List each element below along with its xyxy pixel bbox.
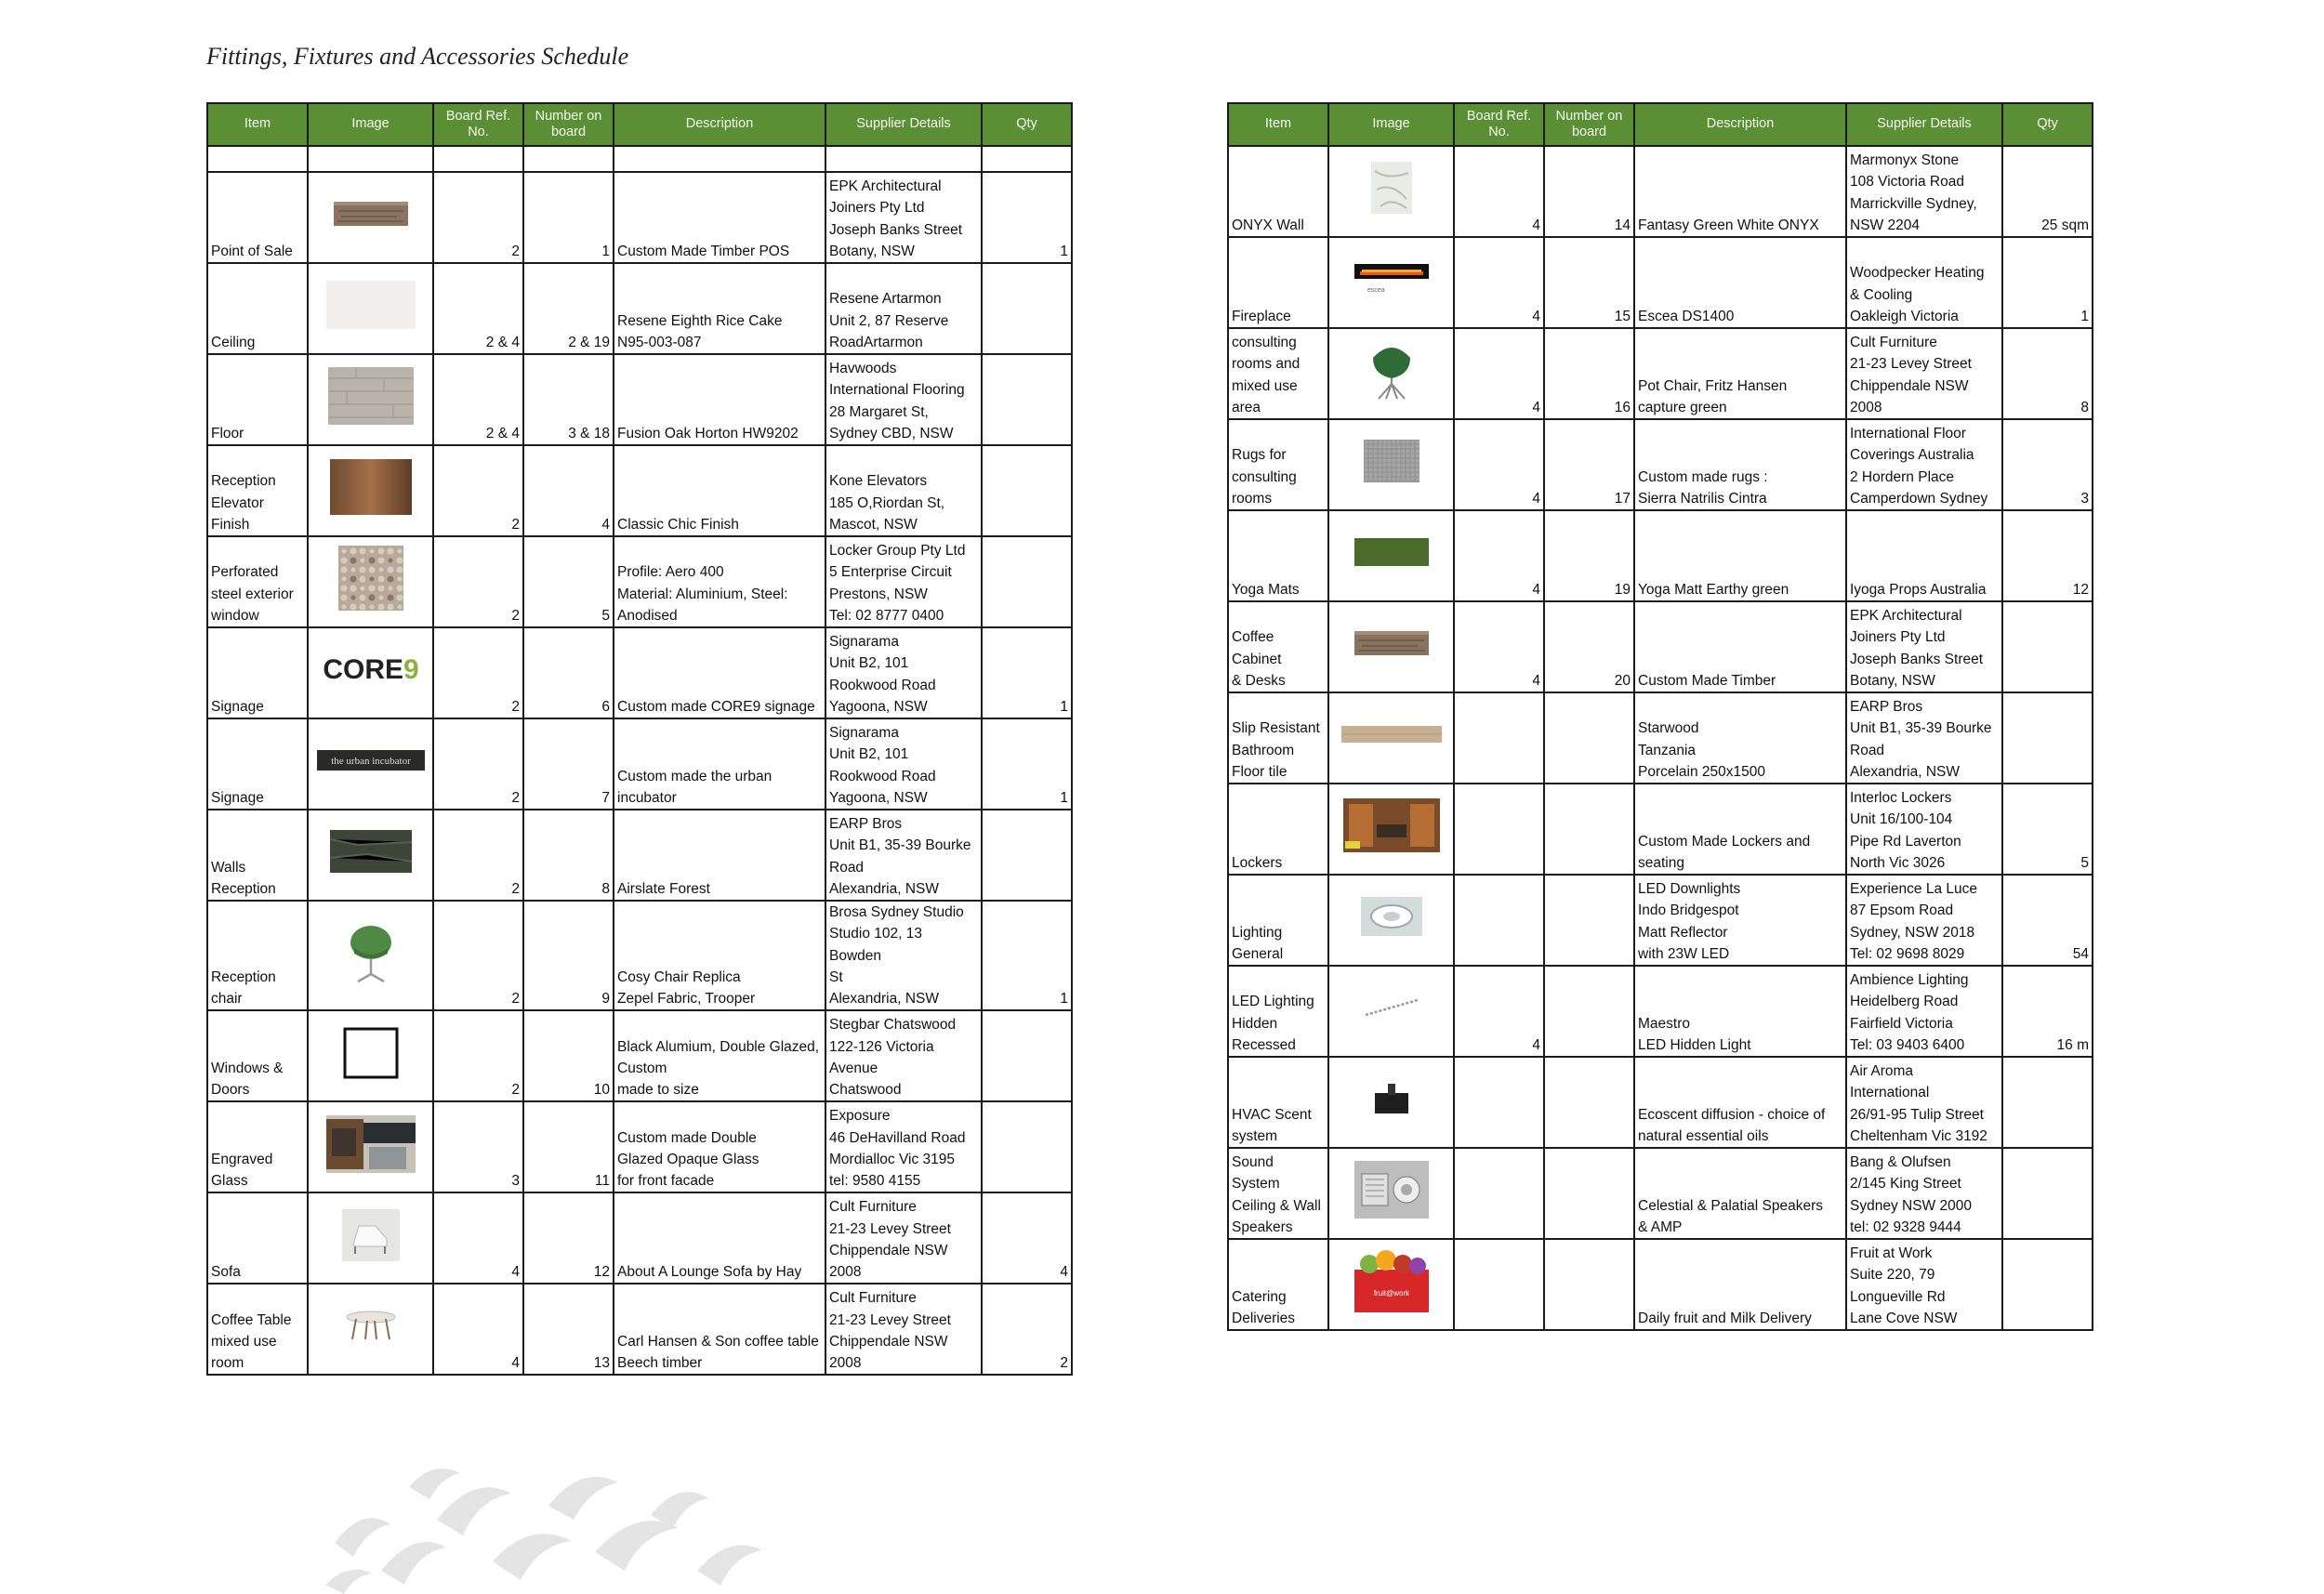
number-on-board-cell: 17 <box>1544 419 1634 510</box>
col-header-item: Item <box>1228 103 1328 146</box>
image-cell <box>1328 601 1454 692</box>
supplier-cell: Experience La Luce 87 Epsom Road Sydney, NSW 2018 Tel: 02 9698 8029 <box>1846 875 2002 966</box>
window-frame-image <box>343 1027 399 1086</box>
item-cell: consulting rooms and mixed use area <box>1228 328 1328 419</box>
item-cell: Catering Deliveries <box>1228 1239 1328 1330</box>
image-cell <box>308 718 433 810</box>
description-cell: Celestial & Palatial Speakers & AMP <box>1634 1148 1846 1239</box>
description-cell: Custom made CORE9 signage <box>614 627 825 718</box>
table-row <box>207 810 1072 901</box>
supplier-cell: Iyoga Props Australia <box>1846 510 2002 601</box>
supplier-cell: International Floor Coverings Australia 2 Hordern Place Camperdown Sydney <box>1846 419 2002 510</box>
description-cell: Cosy Chair Replica Zepel Fabric, Trooper <box>614 901 825 1010</box>
floor-tile-image <box>1341 726 1442 749</box>
supplier-cell: EPK Architectural Joiners Pty Ltd Joseph Banks Street Botany, NSW <box>825 172 982 263</box>
board-ref-cell: 4 <box>1454 146 1544 237</box>
oak-floor-image <box>328 367 414 431</box>
supplier-cell: Air Aroma International 26/91-95 Tulip Street Cheltenham Vic 3192 <box>1846 1057 2002 1148</box>
white-swatch-image <box>326 281 416 336</box>
table-row <box>207 1010 1072 1101</box>
qty-cell <box>2002 1148 2093 1239</box>
table-row <box>1228 1148 2093 1239</box>
supplier-cell: Interloc Lockers Unit 16/100-104 Pipe Rd Laverton North Vic 3026 <box>1846 784 2002 875</box>
image-cell <box>1328 328 1454 419</box>
description-cell: Maestro LED Hidden Light <box>1634 966 1846 1057</box>
supplier-cell: Brosa Sydney Studio Studio 102, 13 Bowden St Alexandria, NSW <box>825 901 982 1010</box>
qty-cell <box>2002 601 2093 692</box>
qty-cell <box>982 1010 1072 1101</box>
board-ref-cell: 4 <box>1454 328 1544 419</box>
image-cell <box>308 1101 433 1192</box>
board-ref-cell: 4 <box>1454 601 1544 692</box>
board-ref-cell: 2 <box>433 445 523 536</box>
description-cell: Custom Made Timber <box>1634 601 1846 692</box>
number-on-board-cell: 11 <box>523 1101 614 1192</box>
board-ref-cell: 2 & 4 <box>433 263 523 354</box>
image-cell <box>308 627 433 718</box>
description-cell: Escea DS1400 <box>1634 237 1846 328</box>
supplier-cell: Cult Furniture 21-23 Levey Street Chippendale NSW 2008 <box>1846 328 2002 419</box>
number-on-board-cell: 15 <box>1544 237 1634 328</box>
board-ref-cell: 2 <box>433 627 523 718</box>
schedule-table-right <box>1227 102 2093 1331</box>
item-cell: Signage <box>207 718 308 810</box>
image-cell <box>308 901 433 1010</box>
description-cell: Custom Made Timber POS <box>614 172 825 263</box>
lockers-photo-image <box>1343 798 1440 859</box>
image-cell <box>308 354 433 445</box>
number-on-board-cell: 2 & 19 <box>523 263 614 354</box>
description-cell: Custom Made Lockers and seating <box>1634 784 1846 875</box>
number-on-board-cell: 6 <box>523 627 614 718</box>
item-cell: Point of Sale <box>207 172 308 263</box>
number-on-board-cell: 5 <box>523 536 614 627</box>
number-on-board-cell <box>1544 875 1634 966</box>
col-header-image: Image <box>308 103 433 146</box>
description-cell: Custom made rugs : Sierra Natrilis Cintra <box>1634 419 1846 510</box>
image-cell <box>1328 419 1454 510</box>
board-ref-cell <box>1454 1239 1544 1330</box>
svg-text:CORE9: CORE9 <box>322 654 419 686</box>
qty-cell: 1 <box>982 901 1072 1010</box>
table-row <box>1228 1057 2093 1148</box>
item-cell: HVAC Scent system <box>1228 1057 1328 1148</box>
board-ref-cell: 2 <box>433 536 523 627</box>
table-row <box>1228 146 2093 237</box>
table-row <box>207 1101 1072 1192</box>
qty-cell <box>982 263 1072 354</box>
core9-logo <box>320 651 422 694</box>
table-row <box>1228 510 2093 601</box>
item-cell: Rugs for consulting rooms <box>1228 419 1328 510</box>
table-row <box>207 627 1072 718</box>
description-cell: About A Lounge Sofa by Hay <box>614 1192 825 1284</box>
qty-cell: 1 <box>982 172 1072 263</box>
supplier-cell: Stegbar Chatswood 122-126 Victoria Avenue Chatswood <box>825 1010 982 1101</box>
item-cell: ONYX Wall <box>1228 146 1328 237</box>
image-cell <box>1328 146 1454 237</box>
qty-cell: 1 <box>982 718 1072 810</box>
table-row <box>1228 328 2093 419</box>
schedule-table-left <box>206 102 1073 1376</box>
item-cell: Lighting General <box>1228 875 1328 966</box>
image-cell <box>308 1284 433 1375</box>
board-ref-cell <box>1454 1057 1544 1148</box>
supplier-cell: Resene Artarmon Unit 2, 87 Reserve RoadArtarmon <box>825 263 982 354</box>
board-ref-cell: 4 <box>1454 510 1544 601</box>
speakers-image <box>1354 1161 1429 1225</box>
board-ref-cell: 2 <box>433 1010 523 1101</box>
perforated-steel-image <box>338 546 403 617</box>
col-header-image: Image <box>1328 103 1454 146</box>
qty-cell: 1 <box>982 627 1072 718</box>
image-cell <box>1328 784 1454 875</box>
image-cell <box>308 1192 433 1284</box>
number-on-board-cell: 3 & 18 <box>523 354 614 445</box>
fireplace-image <box>1349 260 1434 304</box>
qty-cell: 16 m <box>2002 966 2093 1057</box>
supplier-cell: Signarama Unit B2, 101 Rookwood Road Yagoona, NSW <box>825 718 982 810</box>
image-cell <box>1328 510 1454 601</box>
number-on-board-cell: 10 <box>523 1010 614 1101</box>
item-cell: Windows & Doors <box>207 1010 308 1101</box>
scent-diffuser-image <box>1371 1080 1412 1124</box>
image-cell <box>1328 966 1454 1057</box>
image-cell <box>1328 1239 1454 1330</box>
supplier-cell: EARP Bros Unit B1, 35-39 Bourke Road Alexandria, NSW <box>1846 692 2002 784</box>
supplier-cell: Exposure 46 DeHavilland Road Mordialloc Vic 3195 tel: 9580 4155 <box>825 1101 982 1192</box>
qty-cell <box>2002 692 2093 784</box>
number-on-board-cell: 13 <box>523 1284 614 1375</box>
col-header-description: Description <box>1634 103 1846 146</box>
item-cell: Fireplace <box>1228 237 1328 328</box>
airslate-forest-image <box>330 830 412 879</box>
number-on-board-cell: 20 <box>1544 601 1634 692</box>
number-on-board-cell <box>1544 1239 1634 1330</box>
image-cell <box>1328 692 1454 784</box>
qty-cell <box>2002 1239 2093 1330</box>
description-cell: Daily fruit and Milk Delivery <box>1634 1239 1846 1330</box>
item-cell: Ceiling <box>207 263 308 354</box>
number-on-board-cell: 1 <box>523 172 614 263</box>
board-ref-cell: 2 <box>433 718 523 810</box>
number-on-board-cell: 19 <box>1544 510 1634 601</box>
board-ref-cell <box>1454 875 1544 966</box>
image-cell <box>1328 875 1454 966</box>
col-header-board-ref: Board Ref. No. <box>433 103 523 146</box>
table-row <box>1228 875 2093 966</box>
number-on-board-cell <box>1544 784 1634 875</box>
timber-block-image <box>1354 627 1429 665</box>
description-cell: Pot Chair, Fritz Hansen capture green <box>1634 328 1846 419</box>
board-ref-cell: 4 <box>433 1192 523 1284</box>
supplier-cell: Cult Furniture 21-23 Levey Street Chippendale NSW 2008 <box>825 1192 982 1284</box>
supplier-cell: EARP Bros Unit B1, 35-39 Bourke Road Alexandria, NSW <box>825 810 982 901</box>
image-cell <box>1328 1148 1454 1239</box>
col-header-number: Number on board <box>1544 103 1634 146</box>
description-cell: Airslate Forest <box>614 810 825 901</box>
grey-rug-image <box>1364 440 1419 489</box>
table-row <box>1228 237 2093 328</box>
item-cell: Coffee Cabinet & Desks <box>1228 601 1328 692</box>
qty-cell: 1 <box>2002 237 2093 328</box>
svg-text:fruit@work: fruit@work <box>1373 1289 1409 1298</box>
supplier-cell: Kone Elevators 185 O,Riordan St, Mascot, NSW <box>825 445 982 536</box>
description-cell: Carl Hansen & Son coffee table Beech timber <box>614 1284 825 1375</box>
description-cell: Starwood Tanzania Porcelain 250x1500 <box>1634 692 1846 784</box>
green-pot-chair-image <box>1366 339 1418 407</box>
supplier-cell: Cult Furniture 21-23 Levey Street Chippendale NSW 2008 <box>825 1284 982 1375</box>
supplier-cell: Bang & Olufsen 2/145 King Street Sydney NSW 2000 tel: 02 9328 9444 <box>1846 1148 2002 1239</box>
timber-block-image <box>334 198 408 236</box>
item-cell: Floor <box>207 354 308 445</box>
green-swan-chair-image <box>343 920 399 992</box>
table-row <box>207 263 1072 354</box>
supplier-cell: Havwoods International Flooring 28 Margaret St, Sydney CBD, NSW <box>825 354 982 445</box>
board-ref-cell: 4 <box>1454 237 1544 328</box>
qty-cell <box>982 810 1072 901</box>
page-title: Fittings, Fixtures and Accessories Schedule <box>206 43 629 70</box>
board-ref-cell: 2 <box>433 901 523 1010</box>
col-header-supplier: Supplier Details <box>825 103 982 146</box>
table-row <box>207 718 1072 810</box>
number-on-board-cell: 8 <box>523 810 614 901</box>
number-on-board-cell <box>1544 1057 1634 1148</box>
board-ref-cell <box>1454 692 1544 784</box>
led-strip-image <box>1364 996 1419 1025</box>
item-cell: Engraved Glass <box>207 1101 308 1192</box>
image-cell <box>308 172 433 263</box>
table-row <box>1228 784 2093 875</box>
number-on-board-cell: 14 <box>1544 146 1634 237</box>
description-cell: Profile: Aero 400 Material: Aluminium, Steel: Anodised <box>614 536 825 627</box>
image-cell <box>1328 237 1454 328</box>
item-cell: LED Lighting Hidden Recessed <box>1228 966 1328 1057</box>
number-on-board-cell <box>1544 1148 1634 1239</box>
table-row <box>1228 419 2093 510</box>
item-cell: Coffee Table mixed use room <box>207 1284 308 1375</box>
col-header-item: Item <box>207 103 308 146</box>
number-on-board-cell: 16 <box>1544 328 1634 419</box>
description-cell: Custom made Double Glazed Opaque Glass for front facade <box>614 1101 825 1192</box>
col-header-board-ref: Board Ref. No. <box>1454 103 1544 146</box>
description-cell: Fusion Oak Horton HW9202 <box>614 354 825 445</box>
yoga-mat-image <box>1354 538 1429 573</box>
board-ref-cell: 2 <box>433 810 523 901</box>
supplier-cell: Signarama Unit B2, 101 Rookwood Road Yagoona, NSW <box>825 627 982 718</box>
supplier-cell: Locker Group Pty Ltd 5 Enterprise Circuit Prestons, NSW Tel: 02 8777 0400 <box>825 536 982 627</box>
description-cell: Custom made the urban incubator <box>614 718 825 810</box>
table-row <box>207 1284 1072 1375</box>
svg-text:the urban incubator: the urban incubator <box>330 756 411 768</box>
svg-text:escea: escea <box>1367 287 1385 295</box>
qty-cell: 3 <box>2002 419 2093 510</box>
description-cell: Classic Chic Finish <box>614 445 825 536</box>
col-header-number: Number on board <box>523 103 614 146</box>
supplier-cell: Ambience Lighting Heidelberg Road Fairfield Victoria Tel: 03 9403 6400 <box>1846 966 2002 1057</box>
qty-cell: 12 <box>2002 510 2093 601</box>
col-header-qty: Qty <box>982 103 1072 146</box>
qty-cell: 8 <box>2002 328 2093 419</box>
number-on-board-cell: 4 <box>523 445 614 536</box>
number-on-board-cell: 9 <box>523 901 614 1010</box>
item-cell: Sofa <box>207 1192 308 1284</box>
table-row <box>207 354 1072 445</box>
item-cell: Yoga Mats <box>1228 510 1328 601</box>
number-on-board-cell <box>1544 966 1634 1057</box>
table-row <box>207 536 1072 627</box>
table-row <box>1228 601 2093 692</box>
qty-cell: 25 sqm <box>2002 146 2093 237</box>
board-ref-cell: 4 <box>433 1284 523 1375</box>
coffee-table-image <box>343 1308 399 1351</box>
item-cell: Sound System Ceiling & Wall Speakers <box>1228 1148 1328 1239</box>
description-cell: Black Alumium, Double Glazed, Custom made to size <box>614 1010 825 1101</box>
table-row <box>1228 1239 2093 1330</box>
item-cell: Slip Resistant Bathroom Floor tile <box>1228 692 1328 784</box>
downlight-image <box>1361 897 1422 942</box>
number-on-board-cell: 12 <box>523 1192 614 1284</box>
supplier-cell: Fruit at Work Suite 220, 79 Longueville Rd Lane Cove NSW <box>1846 1239 2002 1330</box>
image-cell <box>308 263 433 354</box>
qty-cell <box>982 1101 1072 1192</box>
image-cell <box>308 536 433 627</box>
description-cell: Yoga Matt Earthy green <box>1634 510 1846 601</box>
fruit-box-image <box>1351 1247 1433 1321</box>
board-ref-cell <box>1454 784 1544 875</box>
item-cell: Reception Elevator Finish <box>207 445 308 536</box>
qty-cell: 54 <box>2002 875 2093 966</box>
bronze-finish-image <box>330 459 412 521</box>
description-cell: Resene Eighth Rice Cake N95-003-087 <box>614 263 825 354</box>
board-ref-cell <box>1454 1148 1544 1239</box>
birds-watermark-icon <box>316 1431 837 1594</box>
item-cell: Reception chair <box>207 901 308 1010</box>
onyx-stone-image <box>1371 162 1412 220</box>
image-cell <box>308 810 433 901</box>
qty-cell: 2 <box>982 1284 1072 1375</box>
table-row <box>1228 692 2093 784</box>
description-cell: LED Downlights Indo Bridgespot Matt Reflector with 23W LED <box>1634 875 1846 966</box>
image-cell <box>308 1010 433 1101</box>
board-ref-cell: 3 <box>433 1101 523 1192</box>
qty-cell <box>982 536 1072 627</box>
item-cell: Signage <box>207 627 308 718</box>
table-row <box>207 1192 1072 1284</box>
col-header-qty: Qty <box>2002 103 2093 146</box>
image-cell <box>308 445 433 536</box>
table-row <box>207 172 1072 263</box>
facade-photo-image <box>326 1115 416 1179</box>
item-cell: Walls Reception <box>207 810 308 901</box>
lounge-sofa-image <box>342 1209 400 1268</box>
description-cell: Ecoscent diffusion - choice of natural essential oils <box>1634 1057 1846 1148</box>
table-row <box>207 445 1072 536</box>
table-row <box>1228 966 2093 1057</box>
qty-cell <box>982 445 1072 536</box>
col-header-description: Description <box>614 103 825 146</box>
qty-cell <box>982 354 1072 445</box>
supplier-cell: EPK Architectural Joiners Pty Ltd Joseph Banks Street Botany, NSW <box>1846 601 2002 692</box>
blank-row <box>207 146 1072 172</box>
supplier-cell: Woodpecker Heating & Cooling Oakleigh Victoria <box>1846 237 2002 328</box>
qty-cell <box>2002 1057 2093 1148</box>
supplier-cell: Marmonyx Stone 108 Victoria Road Marrickville Sydney, NSW 2204 <box>1846 146 2002 237</box>
image-cell <box>1328 1057 1454 1148</box>
description-cell: Fantasy Green White ONYX <box>1634 146 1846 237</box>
item-cell: Lockers <box>1228 784 1328 875</box>
urban-incubator-sign <box>317 750 425 777</box>
number-on-board-cell: 7 <box>523 718 614 810</box>
qty-cell: 4 <box>982 1192 1072 1284</box>
board-ref-cell: 2 & 4 <box>433 354 523 445</box>
board-ref-cell: 4 <box>1454 419 1544 510</box>
board-ref-cell: 4 <box>1454 966 1544 1057</box>
col-header-supplier: Supplier Details <box>1846 103 2002 146</box>
qty-cell: 5 <box>2002 784 2093 875</box>
board-ref-cell: 2 <box>433 172 523 263</box>
number-on-board-cell <box>1544 692 1634 784</box>
table-row <box>207 901 1072 1010</box>
item-cell: Perforated steel exterior window <box>207 536 308 627</box>
